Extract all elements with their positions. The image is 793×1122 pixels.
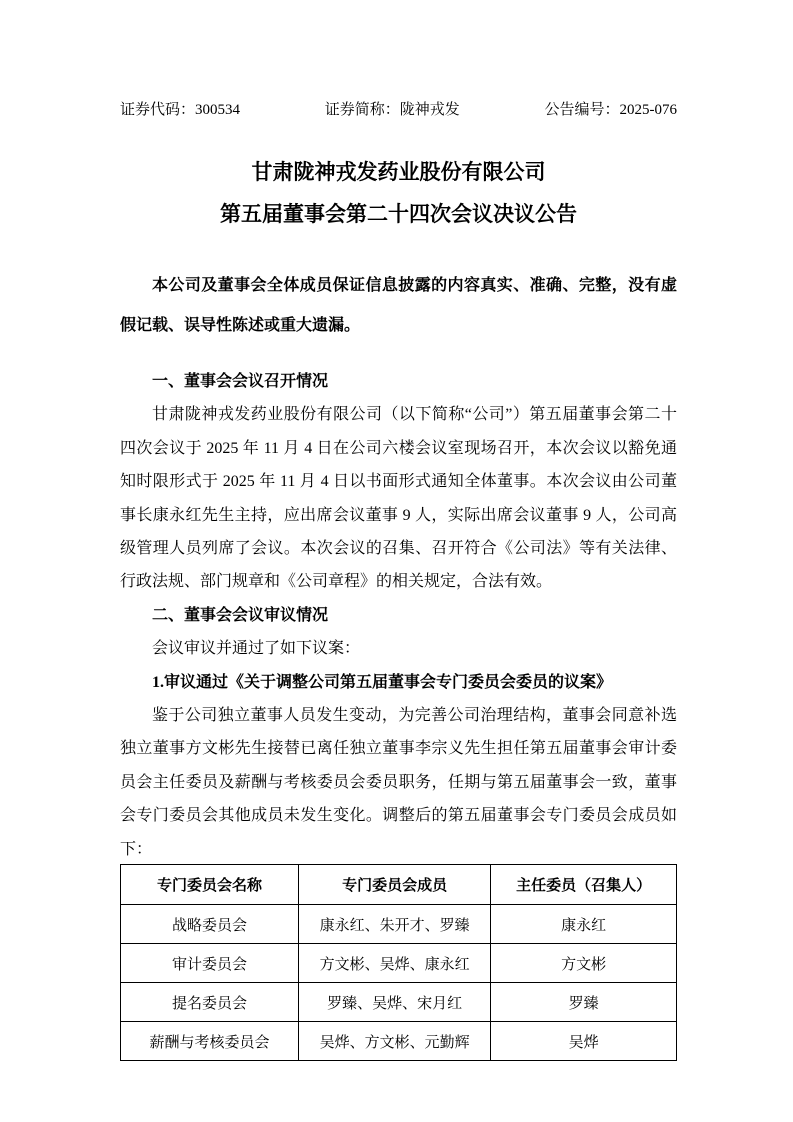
committee-table	[120, 864, 677, 1061]
table-header-committee-name: 专门委员会名称	[121, 865, 299, 905]
document-header	[120, 100, 677, 120]
review-intro: 会议审议并通过了如下议案：	[152, 640, 361, 658]
announcement-title: 第五届董事会第二十四次会议决议公告	[220, 202, 577, 226]
resolution-1-heading: 1.审议通过《关于调整公司第五届董事会专门委员会委员的议案》	[152, 673, 613, 691]
table-cell: 审计委员会	[121, 944, 299, 983]
resolution-1-paragraph: 鉴于公司独立董事人员发生变动，为完善公司治理结构，董事会同意补选独立董事方文彬先生接替已离任独立董事李宗义先生担任第五届董事会审计委员会主任委员及薪酬与考核委员会委员职务，任期与第五届董事会一致，董事会专门委员会其他成员未发生变化。调整后的第五届董事会专门委员会成员如下：	[120, 707, 677, 858]
section-1-heading: 一、董事会会议召开情况	[152, 373, 329, 390]
table-row	[121, 1022, 677, 1061]
section-1-paragraph: 甘肃陇神戎发药业股份有限公司（以下简称“公司”）第五届董事会第二十四次会议于 2025 年 11 月 4 日在公司六楼会议室现场召开，本次会议以豁免通知时限形式于 2025 年 11 月 4 日以书面形式通知全体董事。本次会议由公司董事长康永红先生主持，应出席会议董事 9 人，实际出席会议董事 9 人，公司高级管理人员列席了会议。本次会议的召集、召开符合《公司法》等有关法律、行政法规、部门规章和《公司章程》的相关规定，合法有效。	[120, 406, 677, 591]
table-header-row	[121, 865, 677, 905]
table-header-chair: 主任委员（召集人）	[491, 865, 677, 905]
stock-code: 证券代码：300534	[120, 102, 241, 118]
table-cell: 薪酬与考核委员会	[121, 1022, 299, 1061]
table-cell: 方文彬	[491, 944, 677, 983]
announcement-number: 公告编号：2025-076	[544, 102, 677, 118]
company-title: 甘肃陇神戎发药业股份有限公司	[251, 160, 546, 184]
table-cell: 吴烨	[491, 1022, 677, 1061]
section-2-heading: 二、董事会会议审议情况	[152, 606, 329, 624]
table-header-committee-members: 专门委员会成员	[298, 865, 490, 905]
table-row	[121, 905, 677, 944]
table-cell: 康永红、朱开才、罗臻	[298, 905, 490, 944]
table-cell: 罗臻、吴烨、宋月红	[298, 983, 490, 1022]
table-cell: 吴烨、方文彬、元勤辉	[298, 1022, 490, 1061]
table-row	[121, 983, 677, 1022]
table-cell: 康永红	[491, 905, 677, 944]
stock-short-name: 证券简称：陇神戎发	[324, 102, 460, 118]
table-cell: 提名委员会	[121, 983, 299, 1022]
table-row	[121, 944, 677, 983]
table-cell: 罗臻	[491, 983, 677, 1022]
table-cell: 方文彬、吴烨、康永红	[298, 944, 490, 983]
table-cell: 战略委员会	[121, 905, 299, 944]
disclaimer-statement: 本公司及董事会全体成员保证信息披露的内容真实、准确、完整，没有虚假记载、误导性陈述或重大遗漏。	[120, 277, 677, 334]
